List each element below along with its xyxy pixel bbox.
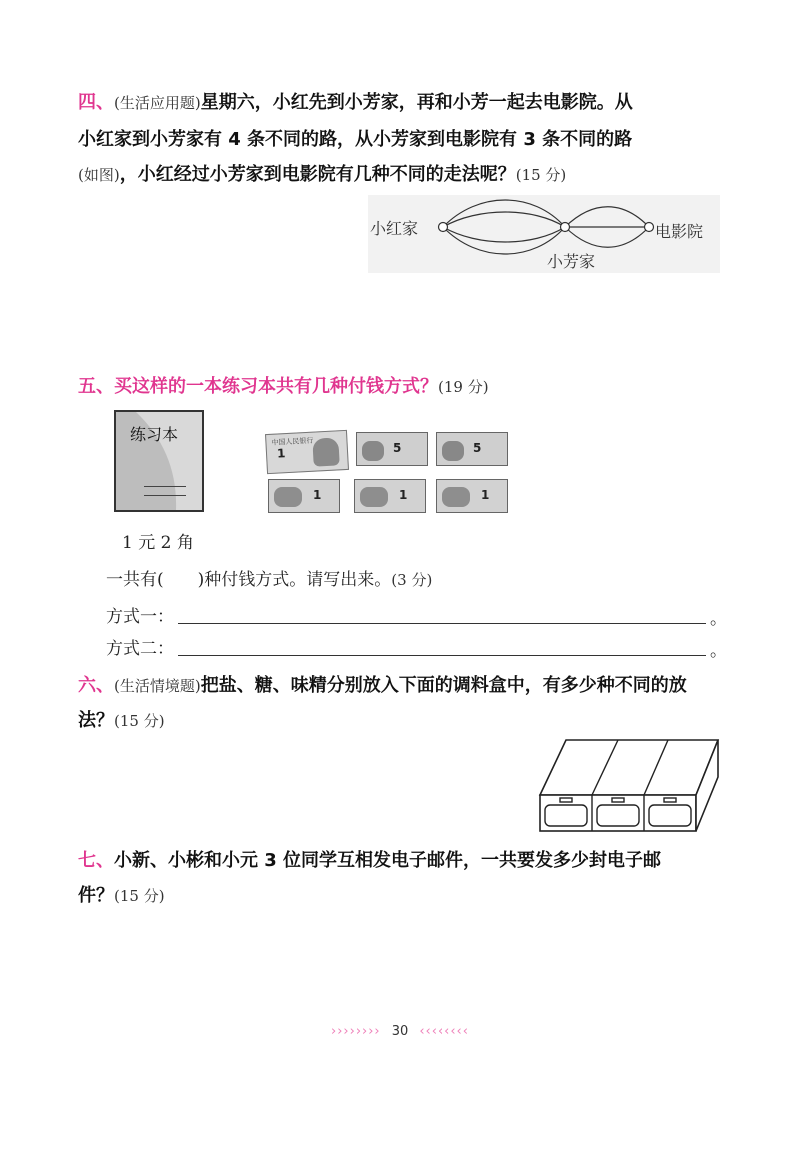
- middle-node: [561, 223, 570, 232]
- banknote-5-jiao-1: [356, 432, 428, 466]
- yuan-note-value: 1: [276, 446, 286, 461]
- q4-text-3: ，小红经过小芳家到电影院有几种不同的走法呢？: [119, 164, 516, 185]
- notebook-line-1: [144, 486, 186, 487]
- notebook-title: 练习本: [130, 425, 179, 444]
- way2-answer-line[interactable]: [178, 654, 706, 656]
- spice-box-image: [538, 737, 722, 834]
- q7-number: 七、: [78, 850, 114, 871]
- q4-tag: (生活应用题): [114, 94, 201, 112]
- notebook-line-2: [144, 495, 186, 496]
- q4-text-2: 小红家到小芳家有 4 条不同的路，从小芳家到电影院有 3 条不同的路: [78, 129, 633, 150]
- q5-blank-score: (3 分): [391, 571, 433, 589]
- route-path-2: [443, 212, 565, 227]
- q4-score: (15 分): [515, 166, 567, 184]
- q4-figure-ref: (如图): [78, 166, 120, 184]
- banknote-5-jiao-2: [436, 432, 508, 466]
- q5-text: 买这样的一本练习本共有几种付钱方式？: [114, 376, 438, 397]
- q6-score: (15 分): [114, 712, 165, 730]
- q6-number: 六、: [78, 675, 114, 696]
- q6-line2: [78, 706, 165, 732]
- banknote-1-jiao-1: [268, 479, 340, 513]
- notebook-price: 1 元 2 角: [122, 533, 194, 553]
- route-path-1: [443, 200, 565, 227]
- q6-line1: [78, 671, 687, 697]
- q5-blank-line: [106, 565, 432, 590]
- q4-number: 四、: [78, 92, 114, 113]
- footer-left-arrows: ››››››››: [331, 1024, 381, 1039]
- diagram-label-end: 电影院: [655, 222, 704, 241]
- route-path-3: [443, 227, 565, 242]
- jiao1-value-1: 1: [313, 488, 322, 502]
- q7-line2: [78, 881, 165, 907]
- q5-number: 五、: [78, 376, 114, 397]
- q4-line3: [78, 160, 566, 186]
- way1-period: 。: [710, 609, 727, 629]
- q6-tag: (生活情境题): [114, 677, 201, 695]
- jiao5-value-1: 5: [393, 441, 402, 455]
- way2-period: 。: [710, 641, 727, 661]
- banknote-1-yuan: 中国人民银行 1: [265, 430, 349, 474]
- diagram-label-middle: 小芳家: [547, 252, 596, 271]
- banknote-1-jiao-3: [436, 479, 508, 513]
- portrait-icon: [312, 437, 339, 466]
- way1-label: 方式一：: [106, 607, 174, 627]
- notebook-image: [114, 410, 204, 512]
- route-path-7: [565, 227, 649, 247]
- jiao1-value-2: 1: [399, 488, 408, 502]
- q5-score: (19 分): [438, 378, 489, 396]
- q6-text-2: 法？: [78, 710, 114, 731]
- q7-score: (15 分): [114, 887, 165, 905]
- route-path-5: [565, 207, 649, 227]
- way1-answer-line[interactable]: [178, 622, 706, 624]
- banknote-1-jiao-2: [354, 479, 426, 513]
- q6-text-1: 把盐、糖、味精分别放入下面的调料盒中，有多少种不同的放: [200, 675, 687, 696]
- q4-line1: [78, 88, 633, 114]
- jiao5-value-2: 5: [473, 441, 482, 455]
- q5-line1: [78, 372, 489, 398]
- diagram-label-start: 小红家: [370, 219, 419, 238]
- page-number: 30: [391, 1024, 409, 1039]
- q7-text-2: 件？: [78, 885, 114, 906]
- way2-label: 方式二：: [106, 639, 174, 659]
- end-node: [645, 223, 654, 232]
- page-footer: [0, 1020, 800, 1039]
- q7-text-1: 小新、小彬和小元 3 位同学互相发电子邮件，一共要发多少封电子邮: [114, 850, 662, 871]
- jiao1-value-3: 1: [481, 488, 490, 502]
- footer-right-arrows: ‹‹‹‹‹‹‹‹: [419, 1024, 469, 1039]
- q5-blank-suffix: )种付钱方式。请写出来。: [197, 570, 392, 590]
- q7-line1: [78, 846, 661, 872]
- q4-text-1: 星期六，小红先到小芳家，再和小芳一起去电影院。从: [200, 92, 633, 113]
- q5-blank-prefix: 一共有(: [106, 570, 164, 590]
- start-node: [439, 223, 448, 232]
- spice-box-top: [540, 740, 718, 795]
